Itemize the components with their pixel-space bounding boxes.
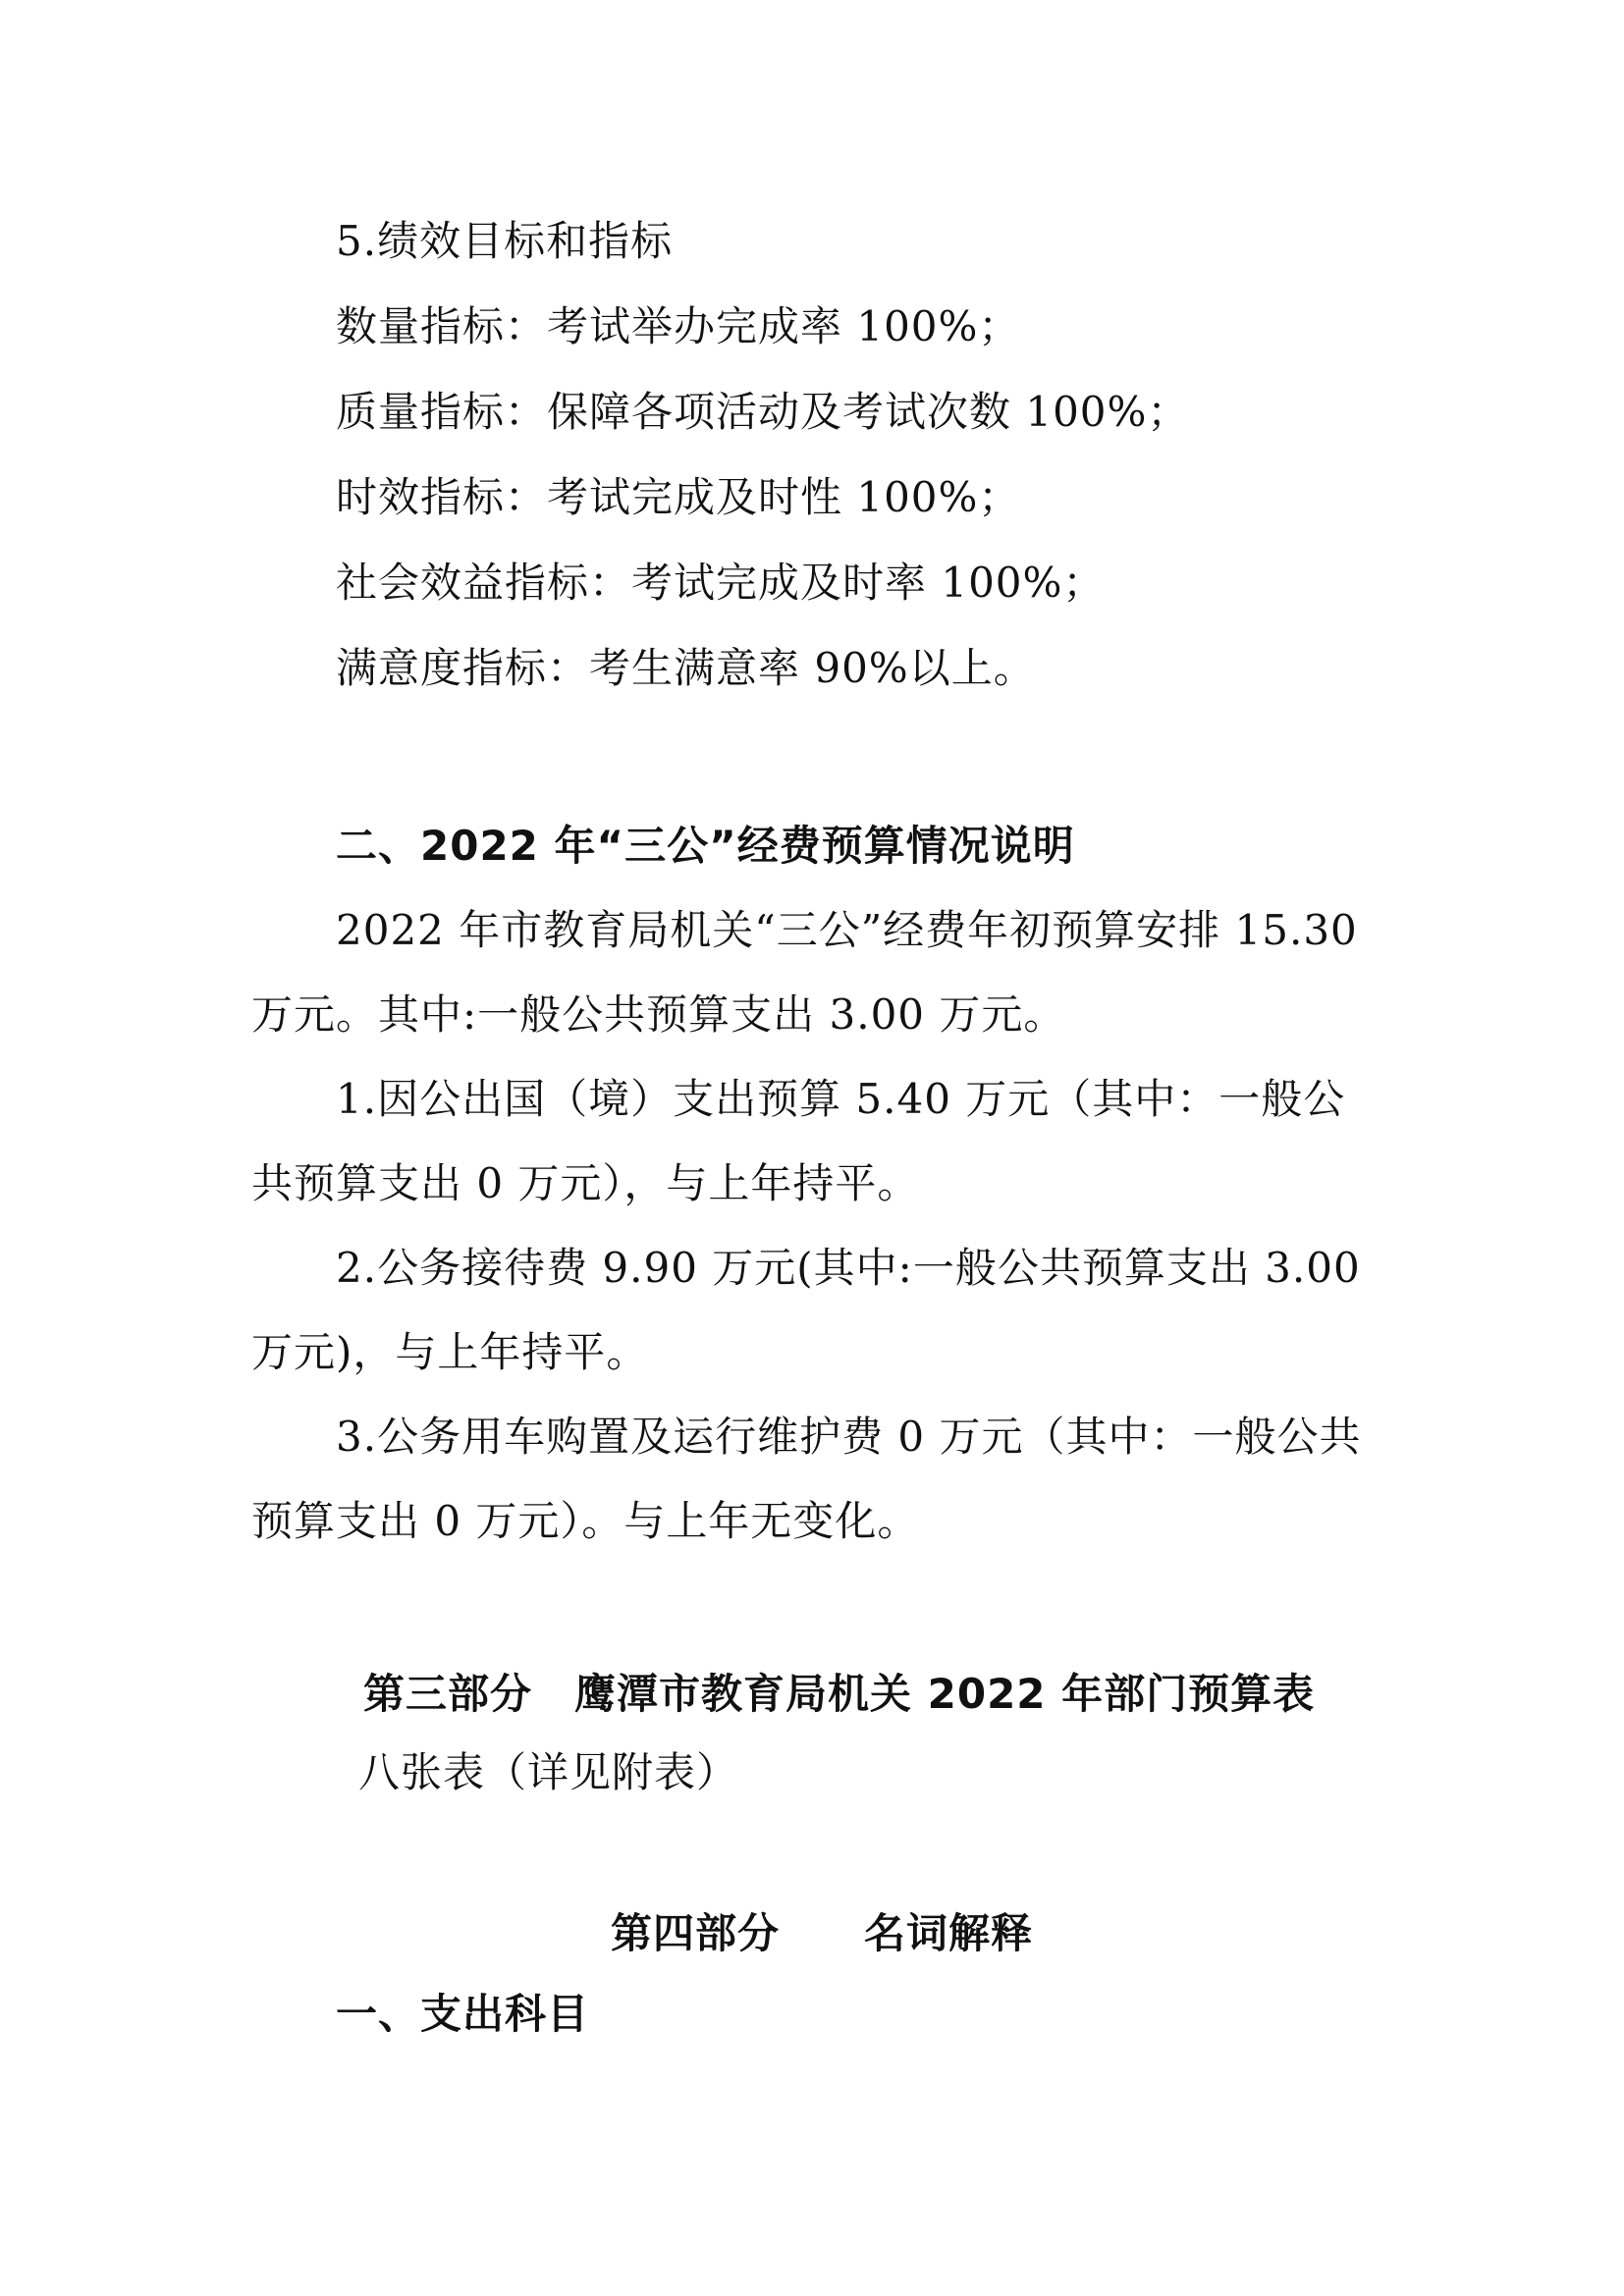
three-public-heading: 二、2022 年“三公”经费预算情况说明 <box>336 822 1075 870</box>
part-three-note: 八张表（详见附表） <box>358 1748 739 1796</box>
performance-heading: 5.绩效目标和指标 <box>336 217 674 265</box>
indicator-quantity: 数量指标：考试举办完成率 100%； <box>336 302 1021 350</box>
item1-line1: 1.因公出国（境）支出预算 5.40 万元（其中：一般公 <box>336 1075 1346 1123</box>
three-public-intro-line2: 万元。其中:一般公共预算支出 3.00 万元。 <box>251 990 1066 1039</box>
item2-line2: 万元)，与上年持平。 <box>251 1328 649 1376</box>
indicator-timeliness: 时效指标：考试完成及时性 100%； <box>336 473 1021 521</box>
indicator-social-benefit: 社会效益指标：考试完成及时率 100%； <box>336 559 1106 607</box>
part-four-heading: 第四部分 名词解释 <box>611 1909 1034 1957</box>
item2-line1: 2.公务接待费 9.90 万元(其中:一般公共预算支出 3.00 <box>336 1244 1361 1292</box>
item3-line1: 3.公务用车购置及运行维护费 0 万元（其中：一般公共 <box>336 1413 1362 1461</box>
part-three-heading: 第三部分 鹰潭市教育局机关 2022 年部门预算表 <box>363 1670 1316 1718</box>
indicator-satisfaction: 满意度指标：考生满意率 90%以上。 <box>336 644 1036 692</box>
item1-line2: 共预算支出 0 万元），与上年持平。 <box>251 1159 920 1207</box>
indicator-quality: 质量指标：保障各项活动及考试次数 100%； <box>336 388 1190 436</box>
expense-subject-heading: 一、支出科目 <box>336 1990 590 2038</box>
item3-line2: 预算支出 0 万元）。与上年无变化。 <box>251 1497 920 1545</box>
three-public-intro-line1: 2022 年市教育局机关“三公”经费年初预算安排 15.30 <box>336 906 1358 954</box>
